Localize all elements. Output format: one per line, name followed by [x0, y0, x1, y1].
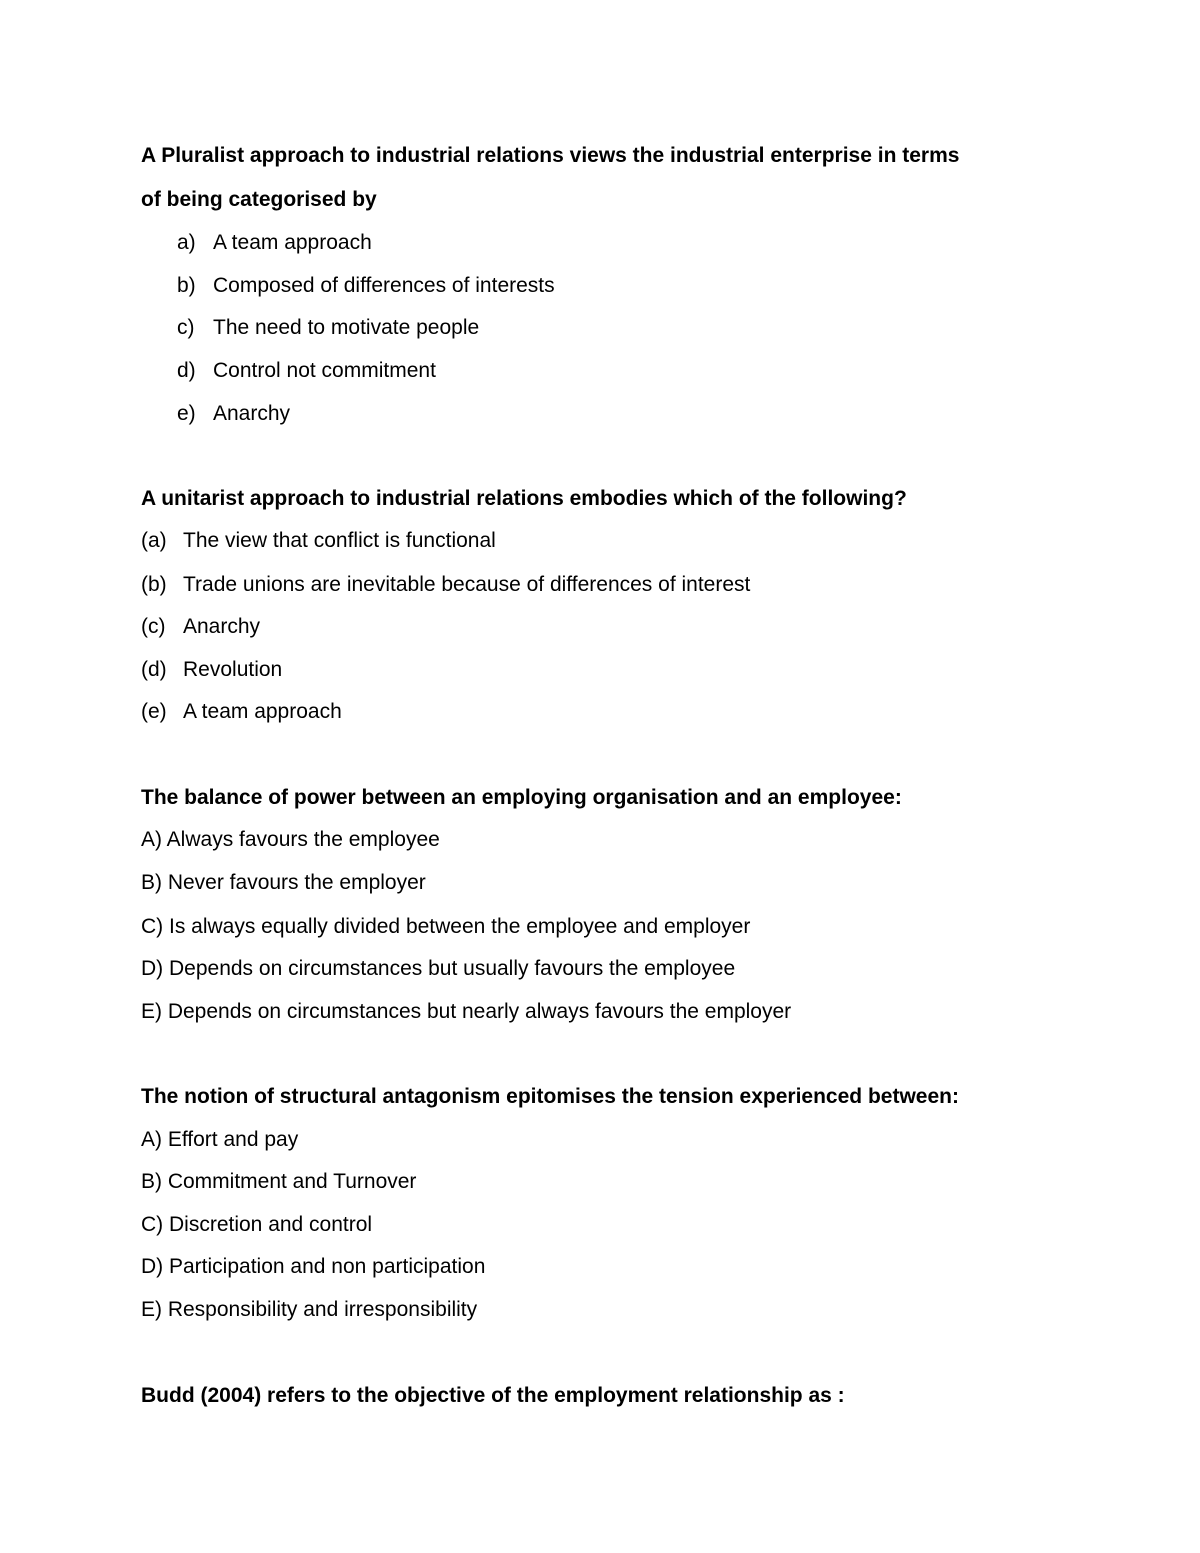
question-1-stem-line-2: of being categorised by	[141, 188, 377, 211]
option-label: (e)	[141, 700, 167, 723]
option-label: (c)	[141, 615, 166, 638]
question-4-option-b: B) Commitment and Turnover	[141, 1170, 417, 1193]
question-4-option-a: A) Effort and pay	[141, 1128, 299, 1151]
question-1-option-a	[177, 230, 372, 256]
question-4-option-d: D) Participation and non participation	[141, 1255, 486, 1278]
question-3-option-e: E) Depends on circumstances but nearly always favours the employer	[141, 1000, 792, 1023]
option-label: (d)	[141, 658, 167, 681]
question-5-stem: Budd (2004) refers to the objective of the employment relationship as :	[141, 1384, 845, 1407]
question-1-option-d	[177, 358, 436, 384]
option-text: Revolution	[183, 658, 283, 681]
option-text: Trade unions are inevitable because of differences of interest	[183, 573, 751, 596]
question-3-option-a: A) Always favours the employee	[141, 828, 440, 851]
option-label: a)	[177, 231, 196, 254]
option-label: c)	[177, 316, 195, 339]
option-text: The view that conflict is functional	[183, 529, 496, 552]
question-3-option-c: C) Is always equally divided between the employee and employer	[141, 915, 751, 938]
option-text: The need to motivate people	[213, 316, 480, 339]
question-2-option-d	[141, 657, 282, 683]
question-1-stem-line-1: A Pluralist approach to industrial relations views the industrial enterprise in terms	[141, 144, 960, 167]
question-3-stem: The balance of power between an employing organisation and an employee:	[141, 786, 902, 809]
option-text: Anarchy	[213, 402, 291, 425]
question-1-option-e	[177, 401, 290, 427]
option-label: (a)	[141, 529, 167, 552]
question-2-option-e	[141, 699, 342, 725]
option-label: e)	[177, 402, 196, 425]
question-1-option-b	[177, 273, 555, 299]
option-text: A team approach	[183, 700, 342, 723]
question-3-option-b: B) Never favours the employer	[141, 871, 426, 894]
option-label: d)	[177, 359, 196, 382]
question-2-option-b	[141, 572, 750, 598]
option-label: (b)	[141, 573, 167, 596]
question-4-stem: The notion of structural antagonism epitomises the tension experienced between:	[141, 1085, 959, 1108]
option-text: A team approach	[213, 231, 372, 254]
question-2-option-c	[141, 614, 260, 640]
question-4-option-e: E) Responsibility and irresponsibility	[141, 1298, 478, 1321]
question-3-option-d: D) Depends on circumstances but usually favours the employee	[141, 957, 736, 980]
option-text: Anarchy	[183, 615, 261, 638]
option-label: b)	[177, 274, 196, 297]
option-text: Composed of differences of interests	[213, 274, 555, 297]
option-text: Control not commitment	[213, 359, 436, 382]
question-1-option-c	[177, 315, 479, 341]
question-4-option-c: C) Discretion and control	[141, 1213, 373, 1236]
question-2-option-a	[141, 528, 496, 554]
question-2-stem: A unitarist approach to industrial relations embodies which of the following?	[141, 487, 907, 510]
